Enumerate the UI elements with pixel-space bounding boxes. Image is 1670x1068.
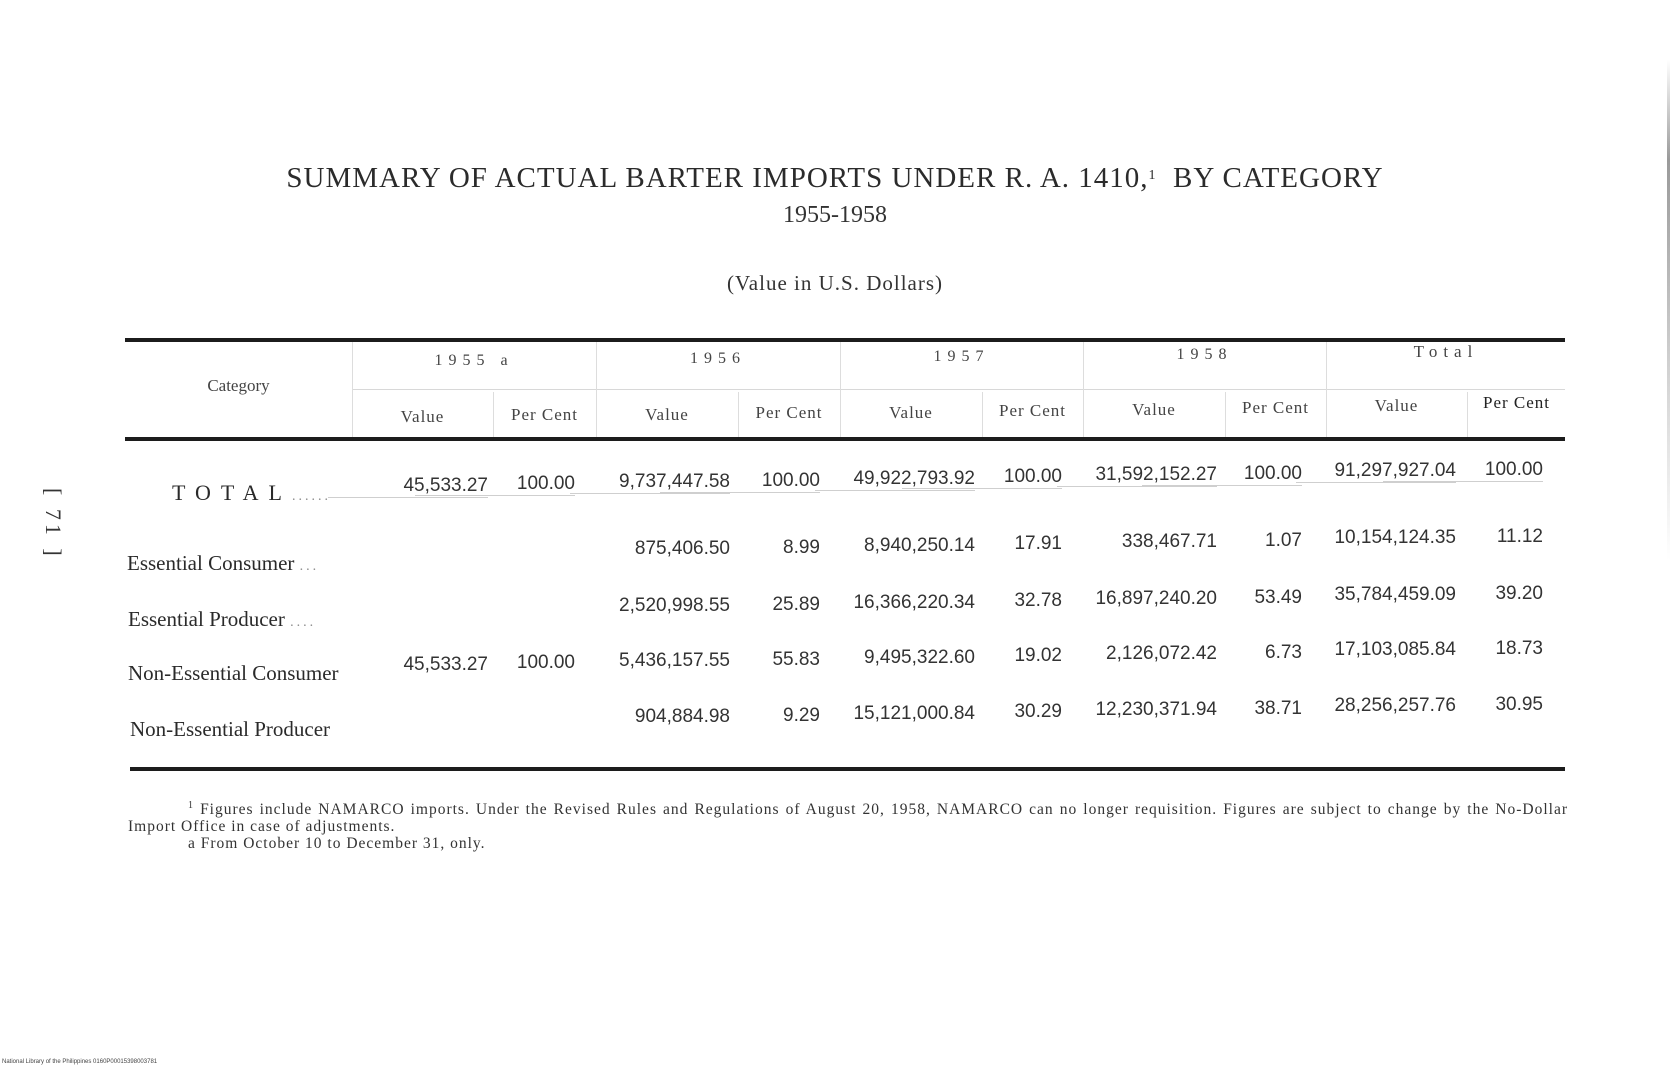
value-cell: 16,366,220.34 xyxy=(853,592,975,613)
leader-dots: .... xyxy=(290,615,317,630)
percent-cell: 19.02 xyxy=(1014,645,1062,666)
units-note: (Value in U.S. Dollars) xyxy=(726,271,944,295)
year-header-1956: 1956 xyxy=(690,350,746,367)
percent-cell: 32.78 xyxy=(1014,590,1062,611)
year-header-total: Total xyxy=(1413,342,1479,361)
value-cell: 8,940,250.14 xyxy=(864,535,975,556)
value-cell: 12,230,371.94 xyxy=(1095,699,1217,720)
percent-cell: 38.71 xyxy=(1254,698,1302,719)
value-header: Value xyxy=(645,405,689,424)
percent-cell: 6.73 xyxy=(1265,642,1302,663)
value-header: Value xyxy=(400,407,445,426)
footnotes xyxy=(128,797,1568,852)
category-header: Category xyxy=(207,376,270,395)
value-cell: 904,884.98 xyxy=(634,706,730,727)
percent-cell: 25.89 xyxy=(772,594,820,615)
percent-cell: 100.00 xyxy=(902,466,1062,489)
value-cell: 2,520,998.55 xyxy=(619,595,730,616)
value-cell: 9,737,447.58 xyxy=(570,471,730,494)
percent-header: Per Cent xyxy=(1482,393,1551,412)
percent-cell: 100.00 xyxy=(660,470,820,493)
page-number: [ 71 ] xyxy=(41,488,66,560)
percent-cell: 1.07 xyxy=(1265,530,1302,551)
value-cell: 91,297,927.04 xyxy=(1296,460,1456,483)
percent-header: Per Cent xyxy=(1241,398,1310,417)
row-label-non-essential-producer xyxy=(130,717,330,742)
year-header-1955: 1955 a xyxy=(434,352,514,369)
title-main: SUMMARY OF ACTUAL BARTER IMPORTS UNDER R. A. 1410, xyxy=(286,162,1149,194)
leader-dots: ...... xyxy=(291,489,331,504)
value-cell: 28,256,257.76 xyxy=(1334,695,1456,716)
row-label-text: Essential Producer xyxy=(128,607,285,631)
header-bottom-rule xyxy=(125,437,1565,441)
percent-cell: 17.91 xyxy=(1014,533,1062,554)
percent-cell: 100.00 xyxy=(1383,459,1543,482)
value-cell: 875,406.50 xyxy=(634,538,730,559)
percent-cell: 53.49 xyxy=(1254,587,1302,608)
row-label-essential-consumer xyxy=(127,551,319,576)
value-cell: 49,922,793.92 xyxy=(815,468,975,491)
value-cell: 17,103,085.84 xyxy=(1334,639,1456,660)
percent-cell: 11.12 xyxy=(1496,526,1543,547)
title-years: 1955-1958 xyxy=(783,202,887,228)
value-cell: 16,897,240.20 xyxy=(1095,588,1217,609)
footnote-1 xyxy=(128,797,1568,835)
percent-cell: 9.29 xyxy=(783,705,820,726)
footnote-1-text: Figures include NAMARCO imports. Under the Revised Rules and Regulations of August 20, 1958, NAMARCO can no longer requisition. Figures are subject to change by the No-Dollar Import Office in case of adjustments. xyxy=(128,801,1568,836)
value-header: Value xyxy=(889,403,933,422)
value-cell: 10,154,124.35 xyxy=(1334,527,1456,548)
value-cell: 31,592,152.27 xyxy=(1057,464,1217,487)
row-label-total xyxy=(172,480,331,506)
year-header-rule xyxy=(352,389,1565,390)
percent-cell: 100.00 xyxy=(516,652,575,673)
value-cell: 45,533.27 xyxy=(403,654,488,675)
title-suffix: BY CATEGORY xyxy=(1173,162,1384,194)
percent-header: Per Cent xyxy=(755,403,823,422)
value-cell: 2,126,072.42 xyxy=(1106,643,1217,664)
percent-header: Per Cent xyxy=(998,401,1067,420)
row-label-text: Non-Essential Consumer xyxy=(128,661,339,685)
value-cell: 5,436,157.55 xyxy=(619,650,730,671)
table-bottom-rule xyxy=(130,767,1565,771)
footnote-a: a From October 10 to December 31, only. xyxy=(188,835,486,853)
year-header-1958: 1958 xyxy=(1176,346,1233,363)
percent-cell: 100.00 xyxy=(1142,463,1302,486)
year-header-1957: 1957 xyxy=(933,348,990,365)
percent-cell: 18.73 xyxy=(1495,638,1543,659)
percent-cell: 39.20 xyxy=(1495,583,1543,604)
footnote-1-mark: 1 xyxy=(188,800,194,811)
percent-cell: 100.00 xyxy=(415,473,575,496)
row-label-text: Non-Essential Producer xyxy=(130,717,331,741)
percent-cell: 30.29 xyxy=(1014,701,1062,722)
value-cell: 35,784,459.09 xyxy=(1334,584,1456,605)
value-cell: 338,467.71 xyxy=(1121,531,1217,552)
value-header: Value xyxy=(1132,400,1176,419)
percent-cell: 8.99 xyxy=(783,537,820,558)
archive-stamp: National Library of the Philippines 0160P00015398003781 xyxy=(2,1059,158,1065)
value-cell: 45,533.27 xyxy=(328,475,488,498)
leader-dots: ... xyxy=(299,559,320,574)
page-title xyxy=(0,162,1670,195)
row-label-text: Essential Consumer xyxy=(127,551,295,575)
title-footnote-mark: 1 xyxy=(1148,168,1157,183)
percent-header: Per Cent xyxy=(510,405,579,424)
percent-cell: 30.95 xyxy=(1495,694,1543,715)
value-cell: 9,495,322.60 xyxy=(864,647,975,668)
percent-cell: 55.83 xyxy=(772,649,820,670)
row-label-essential-producer xyxy=(128,607,316,632)
value-cell: 15,121,000.84 xyxy=(853,703,975,724)
row-label-text: TOTAL xyxy=(172,480,292,505)
row-label-non-essential-consumer xyxy=(128,661,339,686)
value-header: Value xyxy=(1374,396,1419,415)
